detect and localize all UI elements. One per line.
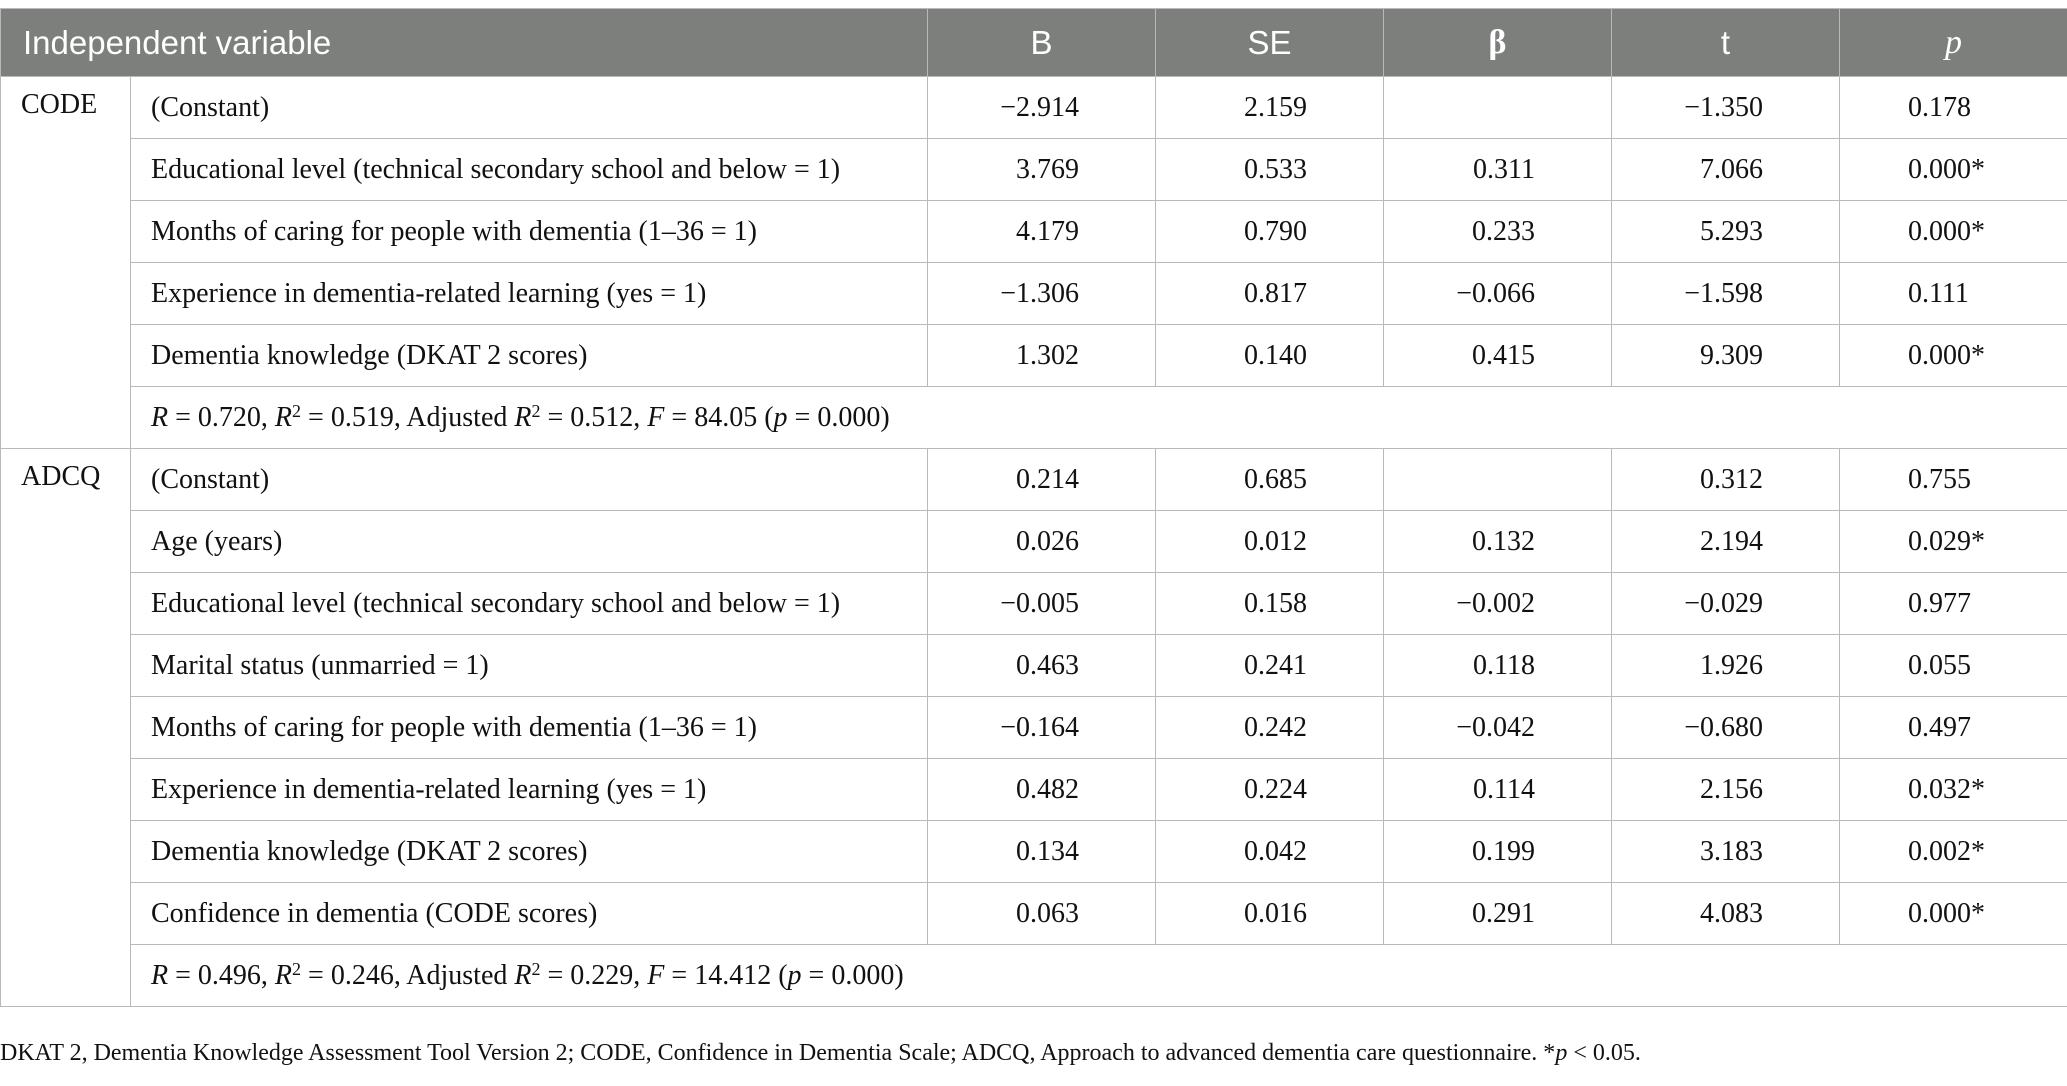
value-b: 0.463	[928, 635, 1156, 697]
value-f: 84.05	[694, 401, 758, 433]
variable-name: Months of caring for people with dementia (1–36 = 1)	[131, 201, 928, 263]
header-b: B	[928, 9, 1156, 77]
label-adj-r2-sup: 2	[531, 400, 541, 421]
value-b: 0.482	[928, 759, 1156, 821]
value-t: 2.156	[1612, 759, 1840, 821]
value-p: 0.029*	[1840, 511, 2067, 573]
variable-name: Confidence in dementia (CODE scores)	[131, 883, 928, 945]
table-row	[1, 697, 2067, 759]
value-se: 0.140	[1156, 325, 1384, 387]
table-row	[1, 201, 2067, 263]
table-row	[1, 139, 2067, 201]
variable-name: Educational level (technical secondary school and below = 1)	[131, 573, 928, 635]
value-r: 0.720	[197, 401, 261, 433]
variable-name: Dementia knowledge (DKAT 2 scores)	[131, 325, 928, 387]
value-adj-r2: 0.229	[570, 959, 634, 991]
value-b: 0.026	[928, 511, 1156, 573]
value-beta: −0.042	[1384, 697, 1612, 759]
value-t: 2.194	[1612, 511, 1840, 573]
value-se: 0.158	[1156, 573, 1384, 635]
variable-name: Age (years)	[131, 511, 928, 573]
value-b: 0.063	[928, 883, 1156, 945]
value-se: 0.042	[1156, 821, 1384, 883]
value-t: 7.066	[1612, 139, 1840, 201]
value-t: 5.293	[1612, 201, 1840, 263]
value-se: 0.224	[1156, 759, 1384, 821]
value-r2: 0.519	[330, 401, 394, 433]
table-row	[1, 635, 2067, 697]
value-beta: 0.118	[1384, 635, 1612, 697]
value-t: 1.926	[1612, 635, 1840, 697]
label-f: F	[647, 401, 665, 433]
label-adjusted: Adjusted	[406, 959, 508, 991]
value-se: 0.790	[1156, 201, 1384, 263]
value-se: 0.016	[1156, 883, 1384, 945]
footnote-threshold: < 0.05.	[1567, 1040, 1641, 1066]
label-r2-sup: 2	[292, 400, 302, 421]
table-row	[1, 263, 2067, 325]
table-row	[1, 77, 2067, 139]
value-t: 9.309	[1612, 325, 1840, 387]
value-beta	[1384, 77, 1612, 139]
variable-name: Dementia knowledge (DKAT 2 scores)	[131, 821, 928, 883]
value-b: −1.306	[928, 263, 1156, 325]
value-se: 0.533	[1156, 139, 1384, 201]
value-f: 14.412	[694, 959, 772, 991]
value-t: 4.083	[1612, 883, 1840, 945]
value-b: −0.164	[928, 697, 1156, 759]
model-summary: R = 0.496, $R^2 = 0.246$, Adjusted $R^2 = 0.229$, F = 14.412 (p = 0.000)	[131, 945, 2067, 1007]
value-p: 0.497	[1840, 697, 2067, 759]
table-row	[1, 821, 2067, 883]
table-row	[1, 573, 2067, 635]
value-beta: −0.066	[1384, 263, 1612, 325]
value-b: −2.914	[928, 77, 1156, 139]
value-b: 1.302	[928, 325, 1156, 387]
label-p: p	[773, 401, 788, 433]
value-p: 0.000*	[1840, 139, 2067, 201]
table-row	[1, 759, 2067, 821]
value-p: 0.755	[1840, 449, 2067, 511]
value-beta: 0.233	[1384, 201, 1612, 263]
value-p: 0.000*	[1840, 325, 2067, 387]
value-se: 0.242	[1156, 697, 1384, 759]
value-b: 4.179	[928, 201, 1156, 263]
label-adj-r2-sup: 2	[531, 958, 541, 979]
table-row	[1, 511, 2067, 573]
value-beta: 0.132	[1384, 511, 1612, 573]
value-p: 0.111	[1840, 263, 2067, 325]
value-r: 0.496	[197, 959, 261, 991]
group-label: CODE	[1, 77, 131, 449]
label-adjusted: Adjusted	[406, 401, 508, 433]
value-p: 0.977	[1840, 573, 2067, 635]
value-b: 0.134	[928, 821, 1156, 883]
value-b: −0.005	[928, 573, 1156, 635]
header-independent-variable: Independent variable	[1, 9, 928, 77]
value-p: 0.178	[1840, 77, 2067, 139]
value-model-p: 0.000	[817, 401, 881, 433]
value-beta: 0.311	[1384, 139, 1612, 201]
header-p: p	[1840, 9, 2067, 77]
value-b: 0.214	[928, 449, 1156, 511]
header-t: t	[1612, 9, 1840, 77]
value-model-p: 0.000	[831, 959, 895, 991]
value-beta	[1384, 449, 1612, 511]
table-row	[1, 883, 2067, 945]
summary-row	[1, 945, 2067, 1007]
variable-name: Experience in dementia-related learning (yes = 1)	[131, 759, 928, 821]
model-summary: R = 0.720, $R^2 = 0.519$, Adjusted $R^2 = 0.512$, F = 84.05 (p = 0.000)	[131, 387, 2067, 449]
value-p: 0.002*	[1840, 821, 2067, 883]
value-p: 0.000*	[1840, 883, 2067, 945]
summary-row	[1, 387, 2067, 449]
label-r: R	[151, 959, 169, 991]
value-t: −0.680	[1612, 697, 1840, 759]
value-se: 0.241	[1156, 635, 1384, 697]
value-beta: 0.291	[1384, 883, 1612, 945]
value-p: 0.055	[1840, 635, 2067, 697]
value-t: −1.350	[1612, 77, 1840, 139]
value-t: −1.598	[1612, 263, 1840, 325]
header-beta: β	[1384, 9, 1612, 77]
value-beta: −0.002	[1384, 573, 1612, 635]
label-f: F	[647, 959, 665, 991]
footnote-p-symbol: p	[1555, 1040, 1568, 1066]
label-r2-sup: 2	[292, 958, 302, 979]
value-t: 0.312	[1612, 449, 1840, 511]
value-p: 0.032*	[1840, 759, 2067, 821]
value-p: 0.000*	[1840, 201, 2067, 263]
label-p: p	[787, 959, 802, 991]
table-container	[0, 8, 2067, 1007]
table-row	[1, 325, 2067, 387]
variable-name: Educational level (technical secondary school and below = 1)	[131, 139, 928, 201]
value-adj-r2: 0.512	[570, 401, 634, 433]
label-r2: R	[274, 959, 293, 991]
label-r: R	[151, 401, 169, 433]
variable-name: Marital status (unmarried = 1)	[131, 635, 928, 697]
variable-name: Months of caring for people with dementia (1–36 = 1)	[131, 697, 928, 759]
label-adj-r2: R	[514, 959, 532, 991]
value-r2: 0.246	[330, 959, 394, 991]
value-t: −0.029	[1612, 573, 1840, 635]
table-row	[1, 449, 2067, 511]
header-row	[1, 9, 2067, 77]
group-label: ADCQ	[1, 449, 131, 1007]
label-r2: R	[274, 401, 293, 433]
value-se: 0.012	[1156, 511, 1384, 573]
regression-table	[0, 8, 2067, 1007]
header-se: SE	[1156, 9, 1384, 77]
footnote-text: DKAT 2, Dementia Knowledge Assessment Tool Version 2; CODE, Confidence in Dementia Scale; ADCQ, Approach to advanced dementia care questionnaire. *	[0, 1040, 1556, 1066]
table-footnote	[0, 1040, 1641, 1067]
variable-name: (Constant)	[131, 449, 928, 511]
value-se: 0.817	[1156, 263, 1384, 325]
value-se: 2.159	[1156, 77, 1384, 139]
value-t: 3.183	[1612, 821, 1840, 883]
value-se: 0.685	[1156, 449, 1384, 511]
variable-name: (Constant)	[131, 77, 928, 139]
value-beta: 0.199	[1384, 821, 1612, 883]
value-beta: 0.415	[1384, 325, 1612, 387]
table-body	[1, 77, 2067, 1007]
label-adj-r2: R	[514, 401, 532, 433]
value-b: 3.769	[928, 139, 1156, 201]
variable-name: Experience in dementia-related learning (yes = 1)	[131, 263, 928, 325]
value-beta: 0.114	[1384, 759, 1612, 821]
